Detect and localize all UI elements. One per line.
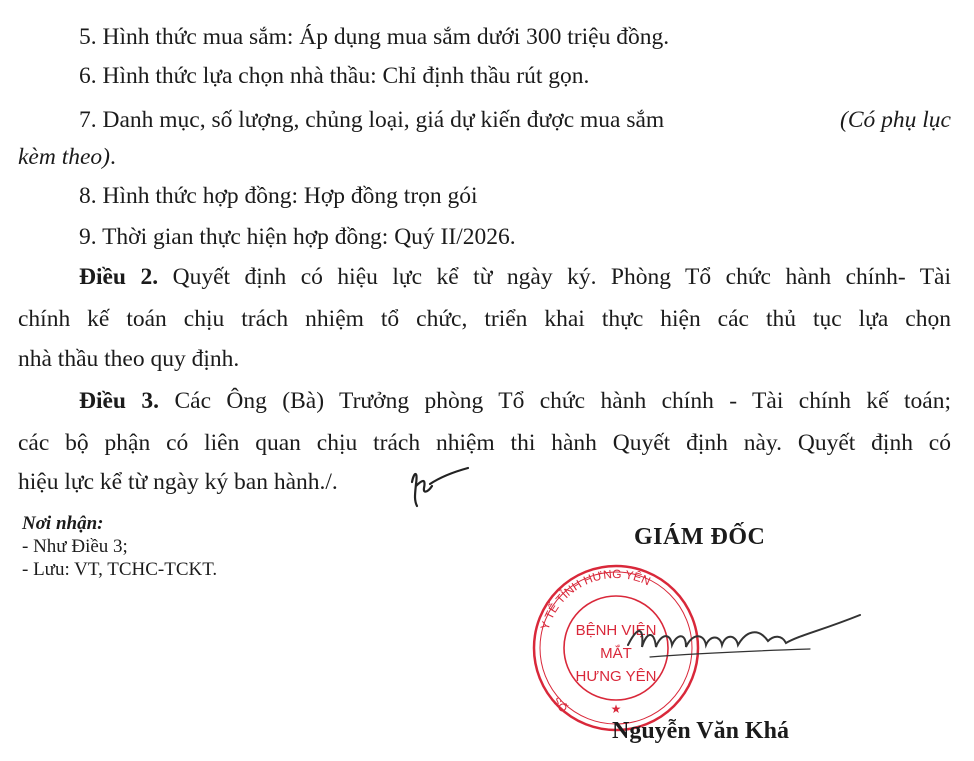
article-2-line-3: nhà thầu theo quy định. bbox=[18, 346, 240, 372]
article-2-line-2: chính kế toán chịu trách nhiệm tổ chức, triển khai thực hiện các thủ tục lựa chọn bbox=[18, 306, 951, 332]
initials-signature bbox=[402, 462, 472, 514]
recipients-title: Nơi nhận: bbox=[22, 513, 104, 534]
stamp-center-line-2: MẮT bbox=[600, 645, 632, 662]
recipient-item: - Như Điều 3; bbox=[22, 536, 128, 557]
position-title: GIÁM ĐỐC bbox=[634, 524, 766, 550]
svg-text:★: ★ bbox=[610, 702, 622, 716]
article-3-line-2: các bộ phận có liên quan chịu trách nhiệm thi hành Quyết định này. Quyết định có bbox=[18, 430, 951, 456]
stamp-center-line-1: BỆNH VIỆN bbox=[575, 622, 657, 639]
item-7-line-2 bbox=[18, 142, 116, 172]
item-5: 5. Hình thức mua sắm: Áp dụng mua sắm dưới 300 triệu đồng. bbox=[79, 24, 670, 50]
article-3-line-1 bbox=[79, 386, 951, 416]
recipient-item: - Lưu: VT, TCHC-TCKT. bbox=[22, 559, 218, 580]
item-7-note-part-2: kèm theo) bbox=[18, 144, 110, 170]
item-7-period: . bbox=[110, 144, 116, 170]
article-2-text-1: Quyết định có hiệu lực kể từ ngày ký. Phòng Tổ chức hành chính- Tài bbox=[172, 264, 952, 290]
item-7-line-1 bbox=[79, 105, 951, 135]
stamp-side-text: SỐ bbox=[549, 695, 570, 716]
article-3-label: Điều 3. bbox=[79, 388, 160, 414]
item-6: 6. Hình thức lựa chọn nhà thầu: Chỉ định thầu rút gọn. bbox=[79, 63, 590, 89]
item-7-note-part-1: (Có phụ lục bbox=[840, 107, 951, 133]
article-3-line-3: hiệu lực kể từ ngày ký ban hành./. bbox=[18, 469, 338, 495]
item-9: 9. Thời gian thực hiện hợp đồng: Quý II/2026. bbox=[79, 224, 516, 250]
stamp-center-line-3: HƯNG YÊN bbox=[575, 668, 657, 685]
item-7-text: 7. Danh mục, số lượng, chủng loại, giá dự kiến được mua sắm bbox=[79, 107, 665, 133]
stamp-ring-text: Y TẾ TỈNH HƯNG YÊN bbox=[537, 566, 653, 632]
signer-name: Nguyễn Văn Khá bbox=[612, 718, 789, 744]
recipients-block bbox=[22, 512, 217, 581]
article-2-label: Điều 2. bbox=[79, 264, 159, 290]
article-2-line-1 bbox=[79, 262, 951, 292]
director-signature bbox=[620, 605, 870, 675]
article-3-text-1: Các Ông (Bà) Trưởng phòng Tổ chức hành chính - Tài chính kế toán; bbox=[174, 388, 952, 414]
item-8: 8. Hình thức hợp đồng: Hợp đồng trọn gói bbox=[79, 183, 478, 209]
